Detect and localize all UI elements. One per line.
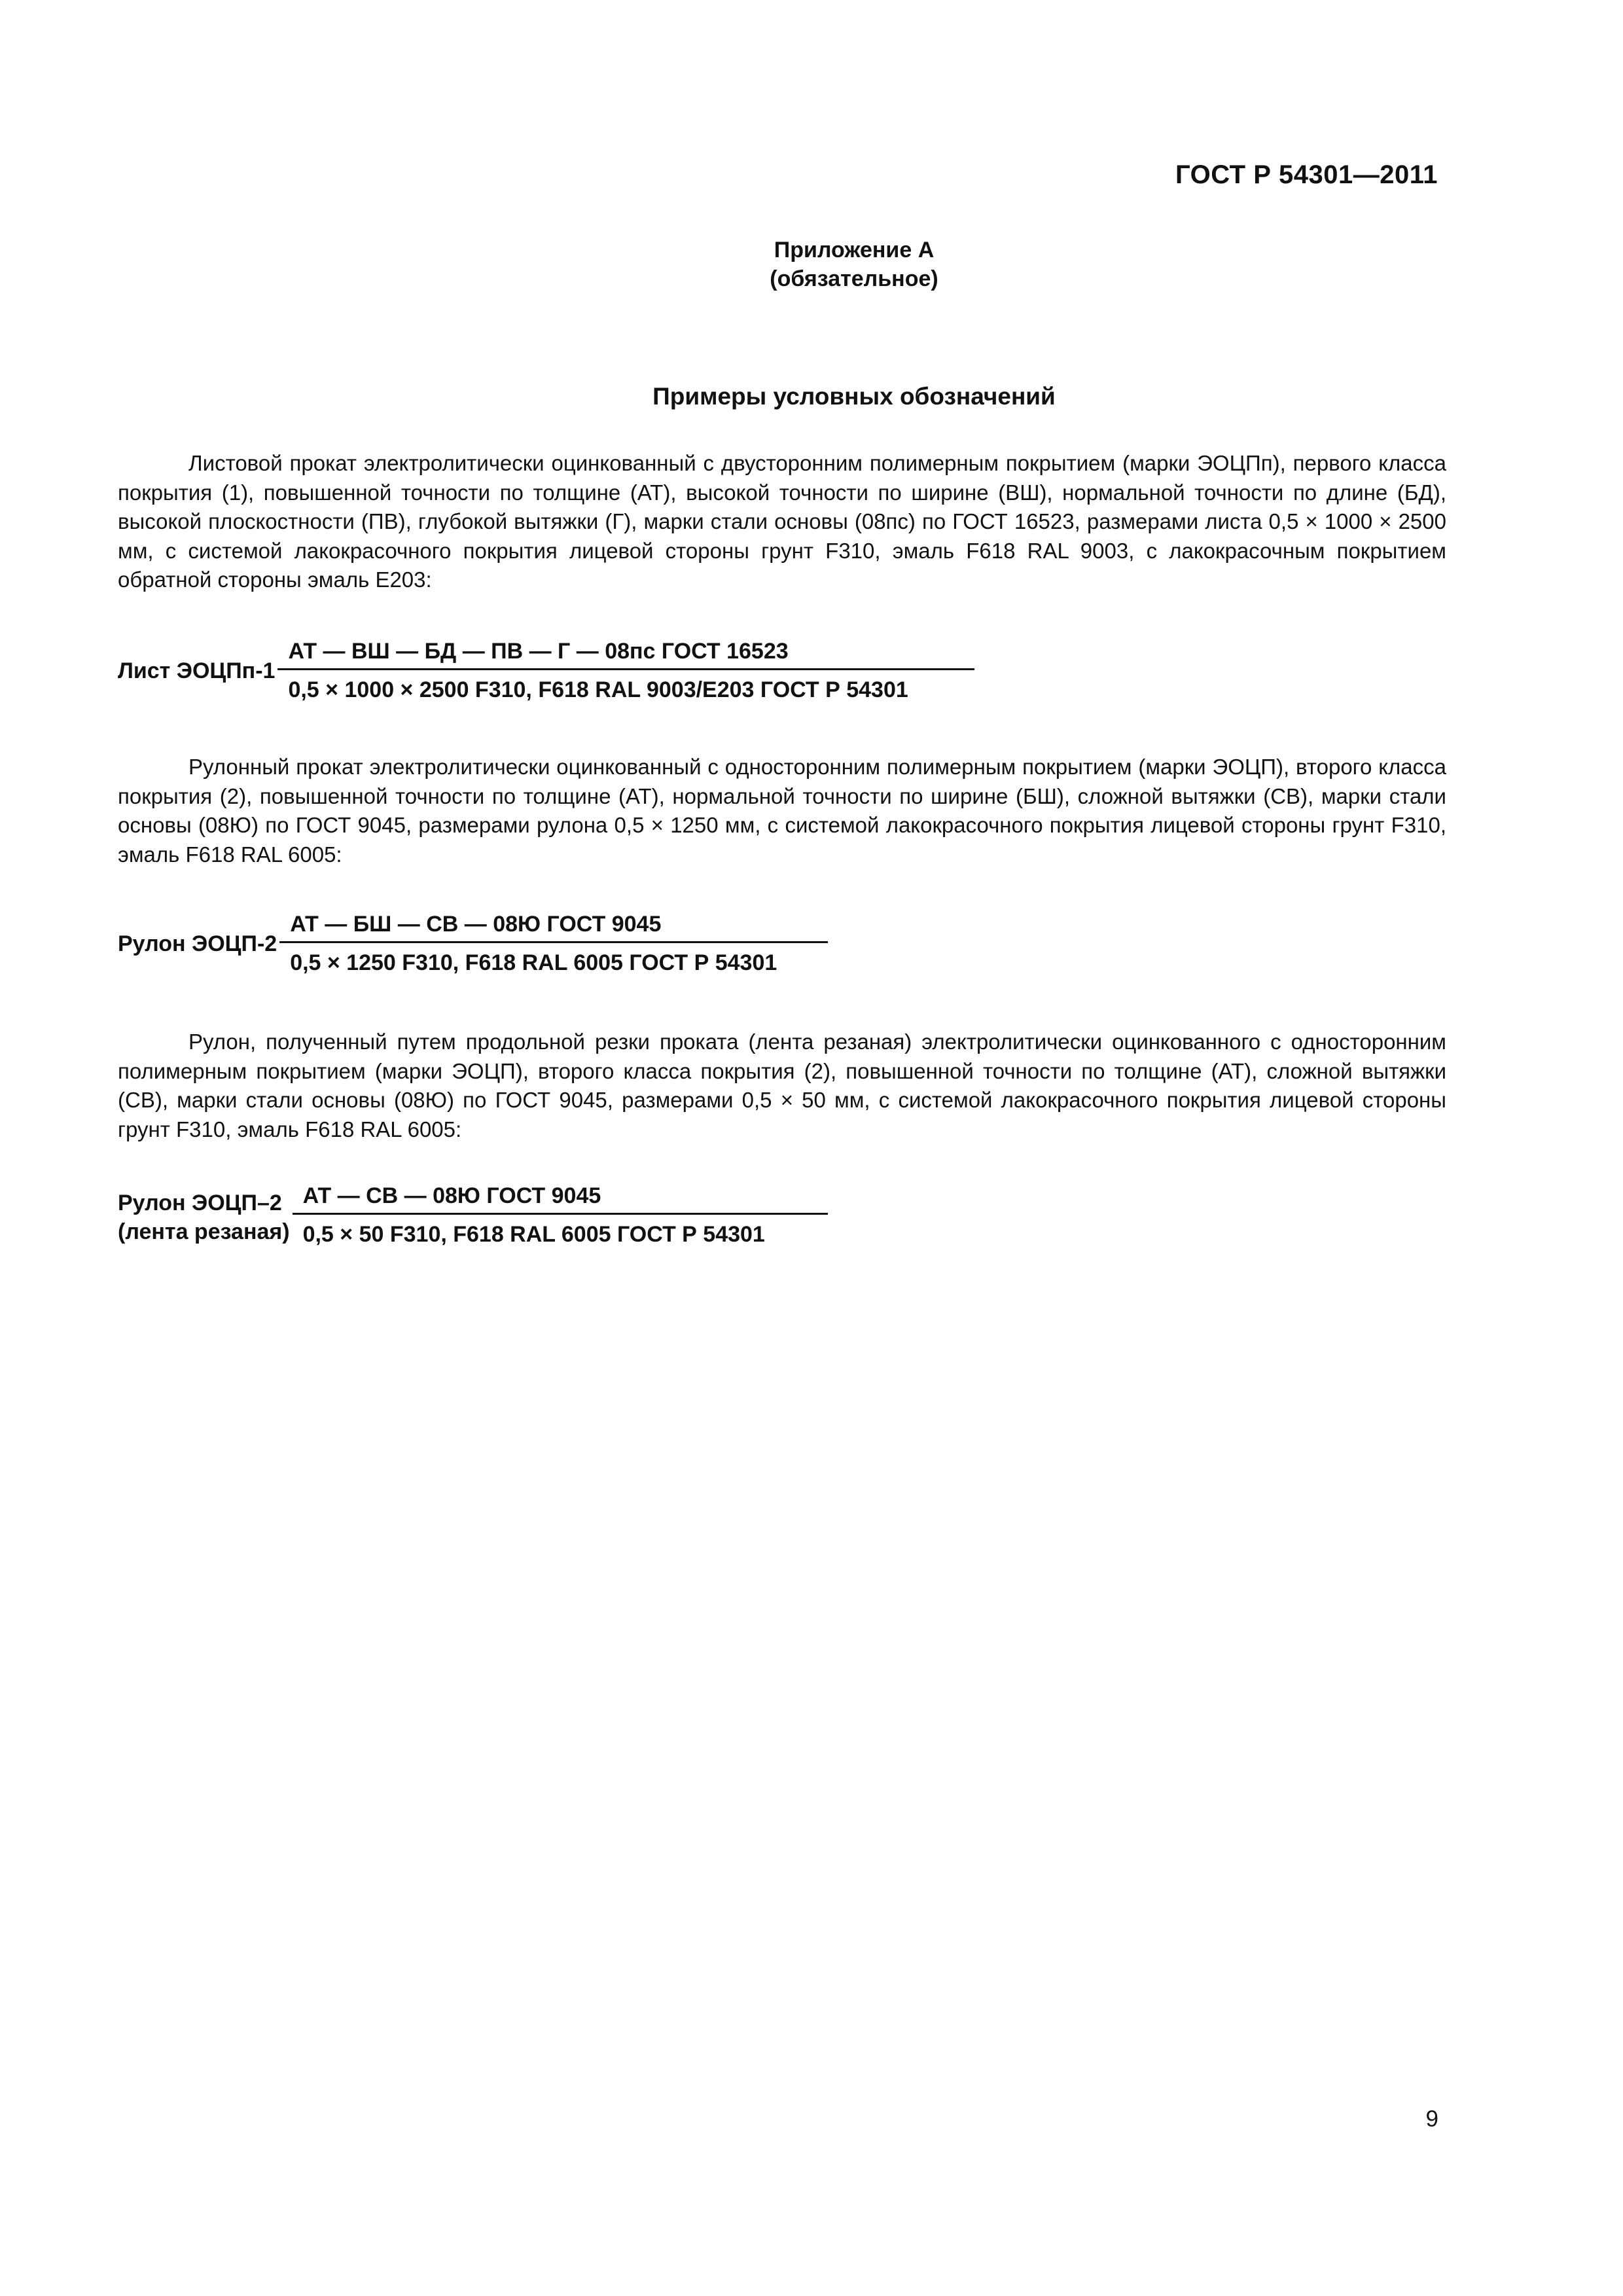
designation-formula-coil [118,911,828,976]
formula-fraction [293,1183,828,1247]
formula-fraction [279,911,828,976]
formula-numerator: АТ — СВ — 08Ю ГОСТ 9045 [302,1183,601,1208]
formula-numerator: АТ — ВШ — БД — ПВ — Г — 08пс ГОСТ 16523 [288,639,789,664]
formula-label-line1: Рулон ЭОЦП–2 [118,1191,282,1215]
appendix-heading [0,236,1623,293]
paragraph-coil-example: Рулонный прокат электролитически оцинкованный с односторонним полимерным покрытием (марки ЭОЦП), второго класса покрытия (2), повышенной точности по толщине (АТ), нормальной точности по ширине (БШ), сложной вытяжки (СВ), марки стали основы (08Ю) по ГОСТ 9045, размерами рулона 0,5 × 1250 мм, с системой лакокрасочного покрытия лицевой стороны грунт F310, эмаль F618 RAL 6005: [118,755,1446,867]
formula-fraction [277,638,974,703]
formula-label-line2: (лента резаная) [118,1219,290,1244]
formula-denominator: 0,5 × 1000 × 2500 F310, F618 RAL 9003/E203 ГОСТ Р 54301 [288,677,908,702]
section-title: Примеры условных обозначений [652,383,1056,410]
designation-formula-sheet [118,638,974,703]
paragraph-sheet-example: Листовой прокат электролитически оцинкованный с двусторонним полимерным покрытием (марки ЭОЦПп), первого класса покрытия (1), повышенной точности по толщине (АТ), высокой точности по ширине (ВШ), нормальной точности по длине (БД), высокой плоскостности (ПВ), глубокой вытяжки (Г), марки стали основы (08пс) по ГОСТ 16523, размерами листа 0,5 × 1000 × 2500 мм, с системой лакокрасочного покрытия лицевой стороны грунт F310, эмаль F618 RAL 9003, с лакокрасочным покрытием обратной стороны эмаль Е203: [118,451,1446,592]
formula-numerator: АТ — БШ — СВ — 08Ю ГОСТ 9045 [290,912,662,937]
appendix-title: Приложение А [774,238,935,262]
document-code: ГОСТ Р 54301—2011 [1175,160,1438,189]
page-number: 9 [1425,2106,1438,2132]
formula-label [118,1189,290,1247]
paragraph-strip-example: Рулон, полученный путем продольной резки проката (лента резаная) электролитически оцинкованного с односторонним полимерным покрытием (марки ЭОЦП), второго класса покрытия (2), повышенной точности по толщине (АТ), сложной вытяжки (СВ), марки стали основы (08Ю) по ГОСТ 9045, размерами 0,5 × 50 мм, с системой лакокрасочного покрытия лицевой стороны грунт F310, эмаль F618 RAL 6005: [118,1030,1446,1141]
formula-label: Лист ЭОЦПп-1 [118,658,276,683]
appendix-status: (обязательное) [770,266,938,291]
designation-formula-strip [118,1183,828,1247]
formula-denominator: 0,5 × 50 F310, F618 RAL 6005 ГОСТ Р 54301 [302,1222,765,1247]
formula-label: Рулон ЭОЦП-2 [118,931,277,956]
formula-denominator: 0,5 × 1250 F310, F618 RAL 6005 ГОСТ Р 54301 [290,950,777,975]
